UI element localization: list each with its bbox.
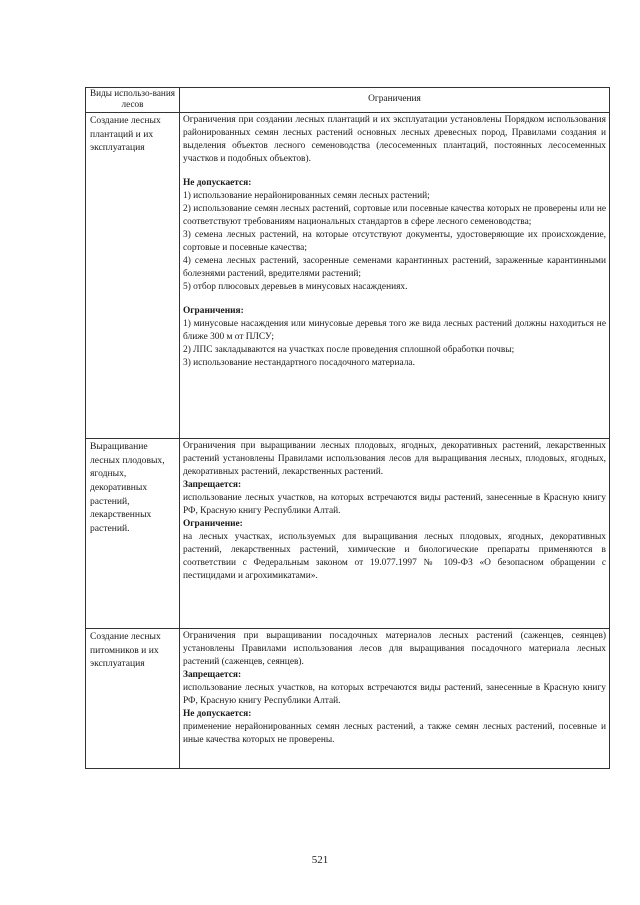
list-item: 2) использование семян лесных растений, сортовые или посевные качества которых не проверены или не соответствуют требованиям национальных стандартов в сфере лесного семеноводства; (183, 203, 606, 227)
table-row (86, 113, 610, 439)
section-heading: Не допускается: (183, 177, 252, 188)
forest-use-kind: Создание лесных плантаций и их эксплуатация (86, 113, 180, 439)
section-heading: Ограничения: (183, 305, 244, 316)
list-item: 2) ЛПС закладываются на участках после проведения сплошной обработки почвы; (183, 344, 515, 355)
restriction-text: использование лесных участков, на которых встречаются виды растений, занесенные в Красную книгу РФ, Красную книгу Республики Алтай. (183, 492, 606, 516)
table-row (86, 629, 610, 769)
restriction-text: применение нерайонированных семян лесных растений, а также семян лесных растений, посевные и иные качества которых не проверены. (183, 721, 606, 745)
restriction-intro: Ограничения при создании лесных плантаций и их эксплуатации установлены Порядком использования районированных семян лесных растений основных лесных древесных пород, Правилами создания и выделения объектов лесного семеноводства (лесосеменных плантаций, постоянных лесосеменных участков и подобных объектов). (183, 115, 606, 164)
list-item: 3) семена лесных растений, на которые отсутствуют документы, удостоверяющие их происхождение, сортовые и посевные качества; (183, 229, 606, 253)
restriction-text: использование лесных участков, на которых встречаются виды растений, занесенные в Красную книгу РФ, Красную книгу Республики Алтай. (183, 682, 606, 706)
page-number: 521 (311, 854, 329, 866)
header-restrictions: Ограничения (180, 88, 610, 113)
table-row (86, 439, 610, 629)
section-heading: Запрещается: (183, 479, 242, 490)
restriction-text: на лесных участках, используемых для выращивания лесных плодовых, ягодных, декоративных растений, лекарственных растений, химические и биологические препараты применяются в соответствии с Федеральным законом от 19.077.1997 № 109-ФЗ «О безопасном обращении с пестицидами и агрохимикатами». (183, 531, 606, 581)
restrictions-cell (180, 629, 610, 769)
section-heading: Не допускается: (183, 708, 252, 719)
restrictions-cell (180, 113, 610, 439)
restriction-intro: Ограничения при выращивании посадочных материалов лесных растений (саженцев, сеянцев) установлены Правилами использования лесов для выращивания посадочного материала лесных растений (саженцев, сеянцев). (183, 631, 606, 667)
list-item: 1) использование нерайонированных семян лесных растений; (183, 190, 430, 201)
forest-use-kind: Выращивание лесных плодовых, ягодных, декоративных растений, лекарственных растений. (86, 439, 180, 629)
forest-use-kind: Создание лесных питомников и их эксплуатация (86, 629, 180, 769)
table-header-row (86, 88, 610, 113)
list-item: 3) использование нестандартного посадочного материала. (183, 357, 415, 368)
list-item: 4) семена лесных растений, засоренные семенами карантинных растений, зараженные карантинными болезнями растений, вредителями растений; (183, 255, 606, 279)
header-forest-use-types: Виды использо-вания лесов (86, 88, 180, 113)
restriction-intro: Ограничения при выращивании лесных плодовых, ягодных, декоративных растений, лекарственных растений установлены Правилами использования лесов для выращивания лесных, плодовых, ягодных, декоративных растений, лекарственных растений. (183, 441, 606, 477)
section-heading: Ограничение: (183, 518, 243, 529)
restrictions-table (85, 87, 610, 769)
list-item: 5) отбор плюсовых деревьев в минусовых насаждениях. (183, 281, 408, 292)
section-heading: Запрещается: (183, 669, 242, 680)
restrictions-cell (180, 439, 610, 629)
list-item: 1) минусовые насаждения или минусовые деревья того же вида лесных растений должны находиться не ближе 300 м от ПЛСУ; (183, 318, 606, 342)
